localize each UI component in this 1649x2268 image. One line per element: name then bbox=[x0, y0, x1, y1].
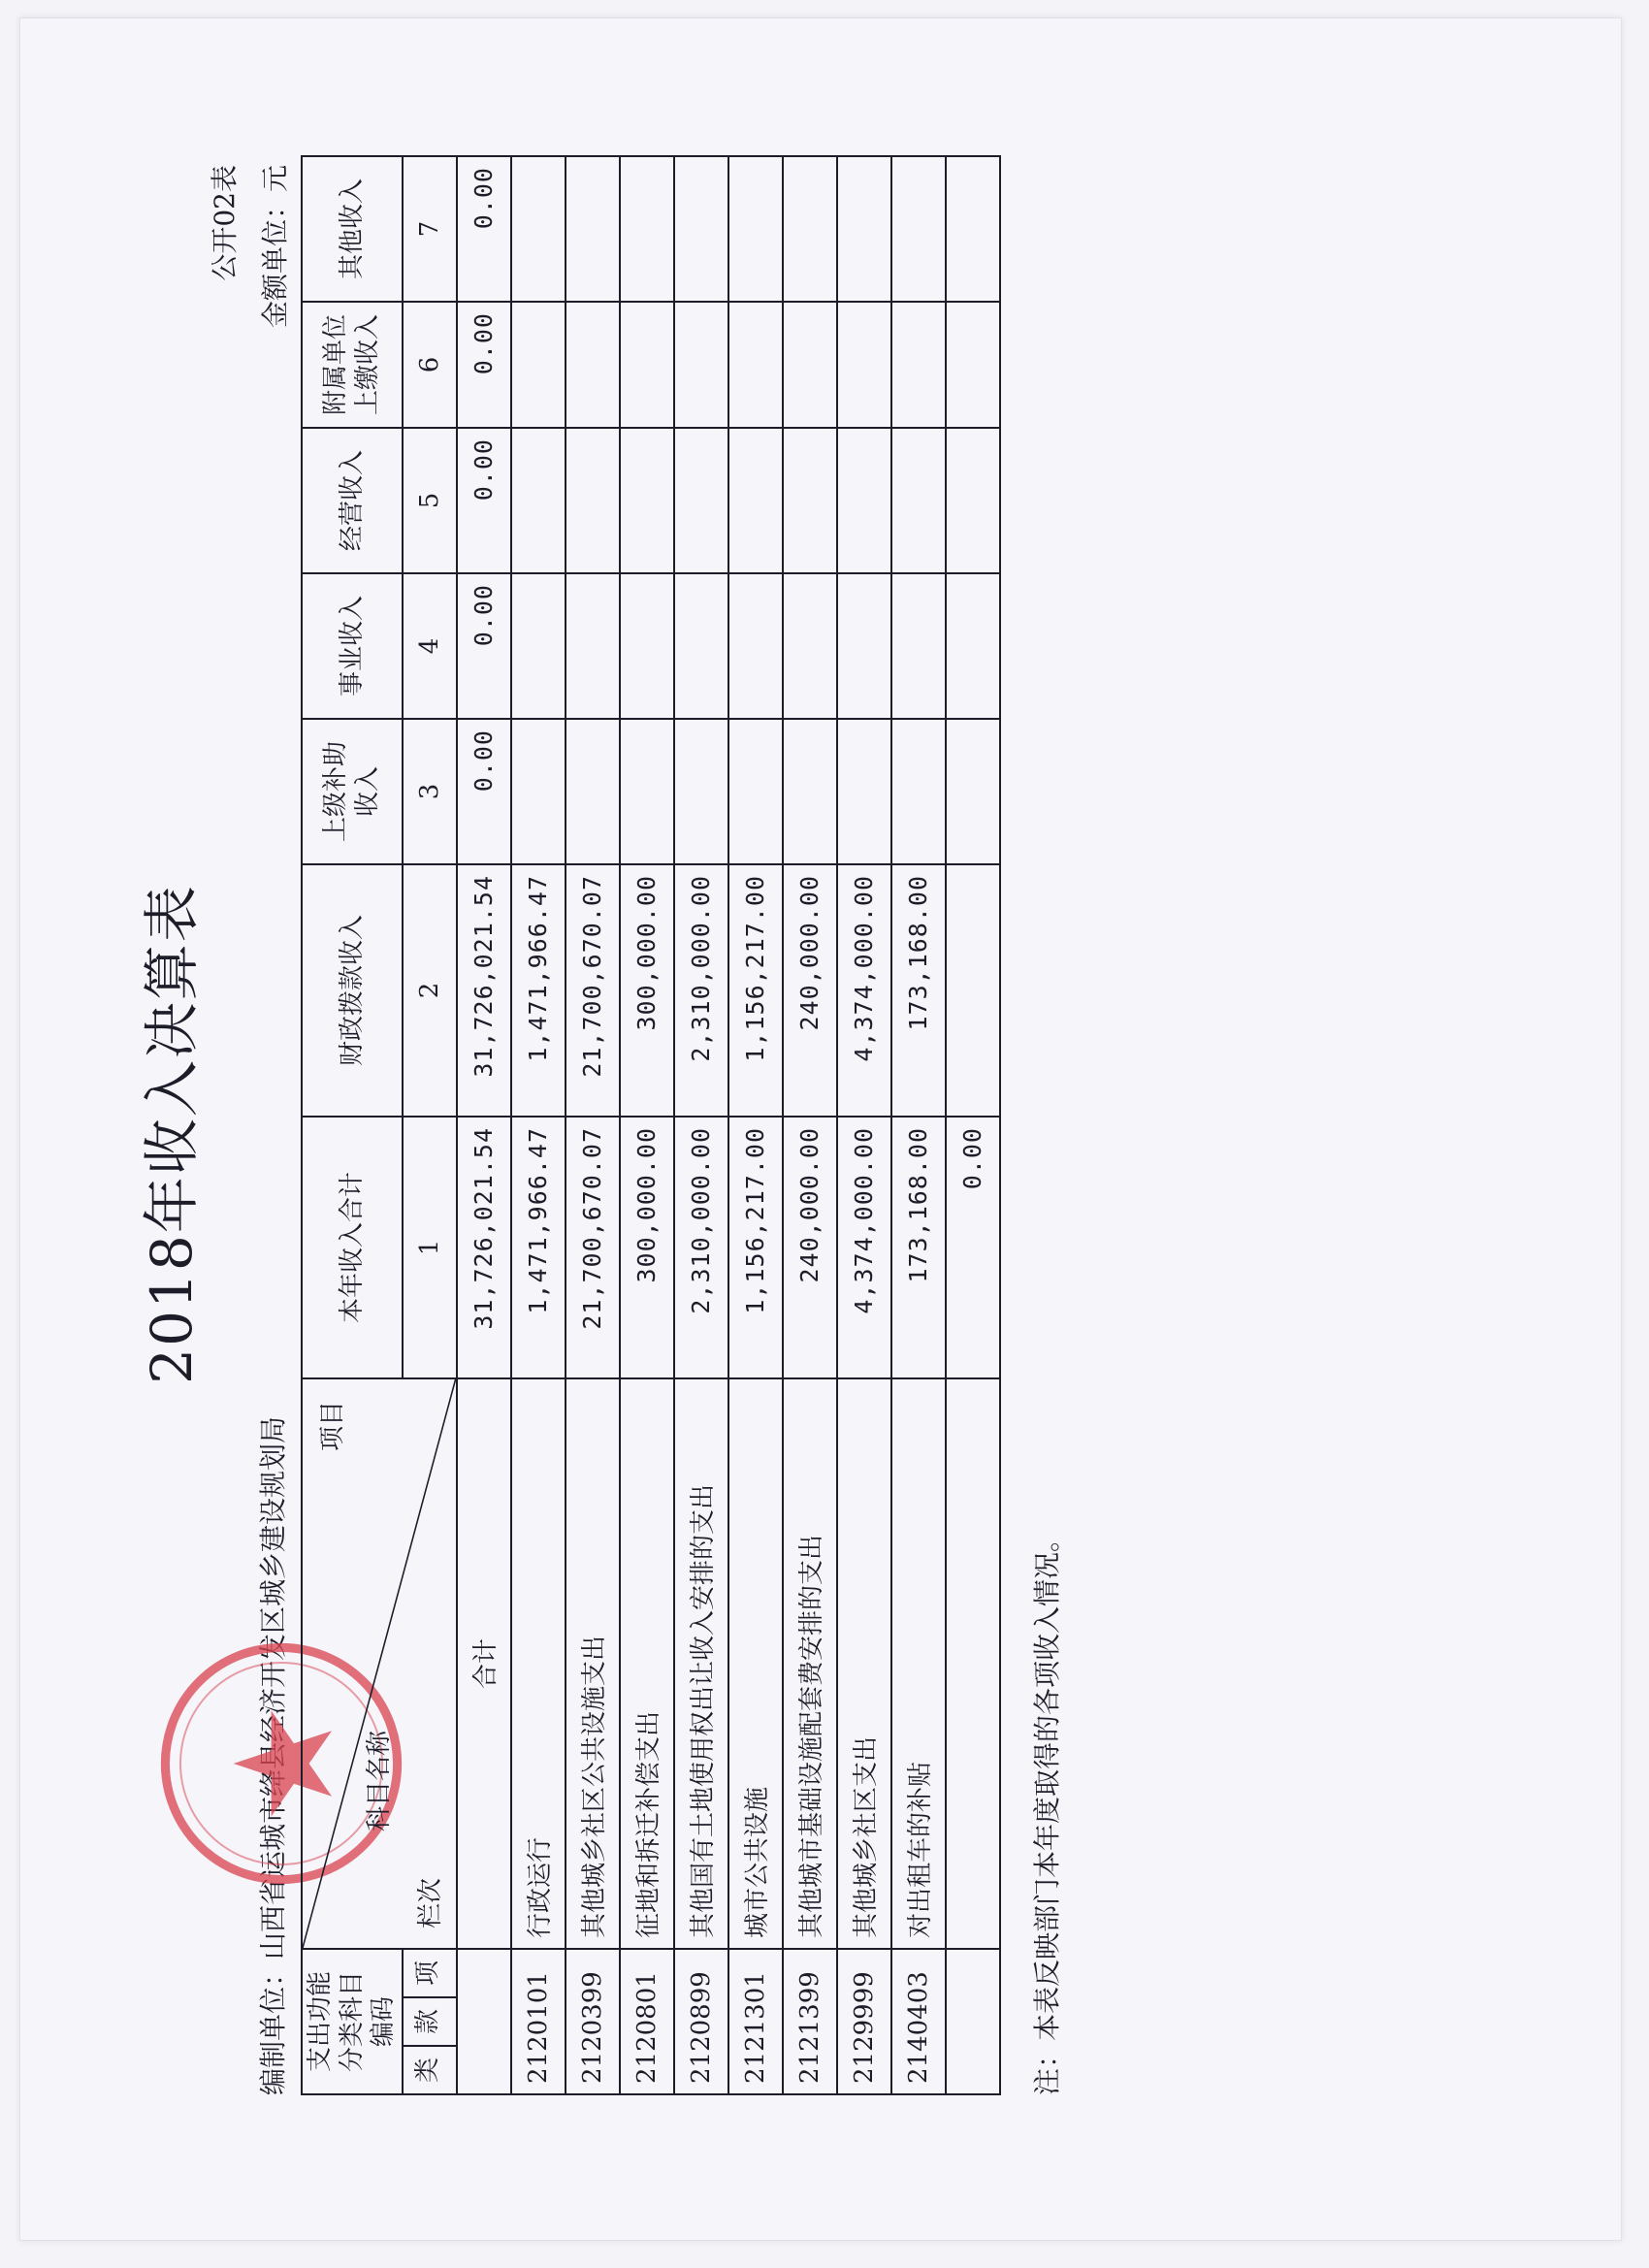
table-row bbox=[891, 156, 946, 2094]
table-row bbox=[566, 156, 620, 2094]
row-total-income: 1,156,217.00 bbox=[728, 1117, 783, 1378]
row-code: 2140403 bbox=[891, 1949, 946, 2094]
row-empty bbox=[728, 719, 783, 864]
row-fiscal-income: 21,700,670.07 bbox=[566, 864, 620, 1117]
table-row bbox=[674, 156, 728, 2094]
row-total-income: 4,374,000.00 bbox=[837, 1117, 891, 1378]
row-empty bbox=[783, 428, 837, 573]
row-code: 2121399 bbox=[783, 1949, 837, 2094]
row-empty bbox=[728, 428, 783, 573]
row-empty bbox=[511, 573, 566, 719]
row-total-income: 21,700,670.07 bbox=[566, 1117, 620, 1378]
row-name: 行政运行 bbox=[511, 1378, 566, 1949]
row-name: 其他国有土地使用权出让收入安排的支出 bbox=[674, 1378, 728, 1949]
row-empty bbox=[620, 302, 674, 428]
row-name: 其他城市基础设施配套费安排的支出 bbox=[783, 1378, 837, 1949]
row-empty bbox=[511, 719, 566, 864]
income-table bbox=[301, 155, 1001, 2095]
row-empty bbox=[674, 302, 728, 428]
row-code: 2129999 bbox=[837, 1949, 891, 2094]
row-fiscal-income: 1,471,966.47 bbox=[511, 864, 566, 1117]
row-empty bbox=[837, 573, 891, 719]
row-empty bbox=[946, 428, 1000, 573]
row-empty bbox=[837, 428, 891, 573]
total-cell: 0.00 bbox=[457, 573, 511, 719]
total-row bbox=[457, 156, 511, 2094]
row-empty bbox=[566, 719, 620, 864]
table-row bbox=[946, 156, 1000, 2094]
footnote: 注：本表反映部门本年度取得的各项收入情况。 bbox=[1031, 1524, 1063, 2095]
row-fiscal-income: 173,168.00 bbox=[891, 864, 946, 1117]
total-cell: 31,726,021.54 bbox=[457, 1117, 511, 1378]
row-fiscal-income: 300,000.00 bbox=[620, 864, 674, 1117]
table-row bbox=[837, 156, 891, 2094]
row-empty bbox=[783, 156, 837, 302]
total-cell: 0.00 bbox=[457, 719, 511, 864]
row-empty bbox=[837, 302, 891, 428]
col-num-7: 7 bbox=[403, 156, 457, 302]
row-code bbox=[946, 1949, 1000, 2094]
header-item: 项目 bbox=[318, 1401, 347, 1452]
table-row bbox=[783, 156, 837, 2094]
row-empty bbox=[620, 573, 674, 719]
table-body bbox=[511, 156, 1000, 2094]
row-empty bbox=[620, 428, 674, 573]
row-empty bbox=[783, 573, 837, 719]
row-fiscal-income: 1,156,217.00 bbox=[728, 864, 783, 1117]
row-fiscal-income: 2,310,000.00 bbox=[674, 864, 728, 1117]
row-total-income: 173,168.00 bbox=[891, 1117, 946, 1378]
row-empty bbox=[674, 719, 728, 864]
col-header-7: 其他收入 bbox=[302, 156, 403, 302]
header-subject-name: 科目名称 bbox=[365, 1730, 394, 1831]
header-xiang: 项 bbox=[412, 1960, 442, 1987]
row-code: 2121301 bbox=[728, 1949, 783, 2094]
col-num-1: 1 bbox=[403, 1117, 457, 1378]
row-empty bbox=[728, 156, 783, 302]
row-empty bbox=[891, 573, 946, 719]
row-total-income: 1,471,966.47 bbox=[511, 1117, 566, 1378]
total-cell: 31,726,021.54 bbox=[457, 864, 511, 1117]
row-fiscal-income: 4,374,000.00 bbox=[837, 864, 891, 1117]
col-num-4: 4 bbox=[403, 573, 457, 719]
col-header-6: 附属单位上缴收入 bbox=[302, 302, 403, 428]
col-header-2: 财政拨款收入 bbox=[302, 864, 403, 1117]
row-empty bbox=[891, 156, 946, 302]
total-label: 合计 bbox=[457, 1378, 511, 1949]
form-code: 公开02表 bbox=[209, 165, 241, 281]
header-kuan: 款 bbox=[404, 1996, 456, 2045]
row-total-income: 2,310,000.00 bbox=[674, 1117, 728, 1378]
table-row bbox=[728, 156, 783, 2094]
total-cell: 0.00 bbox=[457, 156, 511, 302]
col-num-5: 5 bbox=[403, 428, 457, 573]
row-fiscal-income bbox=[946, 864, 1000, 1117]
row-empty bbox=[946, 573, 1000, 719]
col-header-3: 上级补助收入 bbox=[302, 719, 403, 864]
row-empty bbox=[783, 719, 837, 864]
row-fiscal-income: 240,000.00 bbox=[783, 864, 837, 1117]
row-name: 对出租车的补贴 bbox=[891, 1378, 946, 1949]
row-name: 其他城乡社区公共设施支出 bbox=[566, 1378, 620, 1949]
row-empty bbox=[511, 156, 566, 302]
code-subheader bbox=[403, 1949, 457, 2094]
row-code: 2120801 bbox=[620, 1949, 674, 2094]
row-empty bbox=[674, 428, 728, 573]
col-header-1: 本年收入合计 bbox=[302, 1117, 403, 1378]
row-empty bbox=[620, 719, 674, 864]
row-empty bbox=[946, 719, 1000, 864]
row-empty bbox=[728, 302, 783, 428]
row-total-income: 240,000.00 bbox=[783, 1117, 837, 1378]
row-empty bbox=[566, 428, 620, 573]
row-empty bbox=[674, 156, 728, 302]
row-empty bbox=[566, 156, 620, 302]
total-cell: 0.00 bbox=[457, 428, 511, 573]
row-name: 其他城乡社区支出 bbox=[837, 1378, 891, 1949]
row-total-income: 0.00 bbox=[946, 1117, 1000, 1378]
row-total-income: 300,000.00 bbox=[620, 1117, 674, 1378]
row-empty bbox=[891, 428, 946, 573]
header-row-number: 栏次 bbox=[415, 1877, 445, 1928]
row-empty bbox=[837, 719, 891, 864]
row-empty bbox=[946, 156, 1000, 302]
table-row bbox=[620, 156, 674, 2094]
col-num-2: 2 bbox=[403, 864, 457, 1117]
row-empty bbox=[783, 302, 837, 428]
row-name bbox=[946, 1378, 1000, 1949]
row-code: 2120899 bbox=[674, 1949, 728, 2094]
col-num-6: 6 bbox=[403, 302, 457, 428]
row-empty bbox=[511, 302, 566, 428]
header-diagonal-cell bbox=[302, 1378, 457, 1949]
row-name: 征地和拆迁补偿支出 bbox=[620, 1378, 674, 1949]
row-empty bbox=[566, 573, 620, 719]
row-empty bbox=[891, 719, 946, 864]
row-empty bbox=[566, 302, 620, 428]
header-code-group: 支出功能分类科目编码 bbox=[302, 1949, 403, 2094]
row-empty bbox=[674, 573, 728, 719]
col-header-4: 事业收入 bbox=[302, 573, 403, 719]
table-row bbox=[511, 156, 566, 2094]
row-empty bbox=[728, 573, 783, 719]
amount-unit: 金额单位：元 bbox=[259, 165, 291, 329]
total-cell: 0.00 bbox=[457, 302, 511, 428]
col-header-5: 经营收入 bbox=[302, 428, 403, 573]
row-empty bbox=[620, 156, 674, 302]
header-lei: 类 bbox=[404, 2045, 456, 2093]
row-empty bbox=[511, 428, 566, 573]
row-empty bbox=[946, 302, 1000, 428]
col-num-3: 3 bbox=[403, 719, 457, 864]
row-code: 2120399 bbox=[566, 1949, 620, 2094]
row-empty bbox=[837, 156, 891, 302]
page-title: 2018年收入决算表 bbox=[139, 884, 205, 1384]
row-empty bbox=[891, 302, 946, 428]
row-code: 2120101 bbox=[511, 1949, 566, 2094]
row-name: 城市公共设施 bbox=[728, 1378, 783, 1949]
